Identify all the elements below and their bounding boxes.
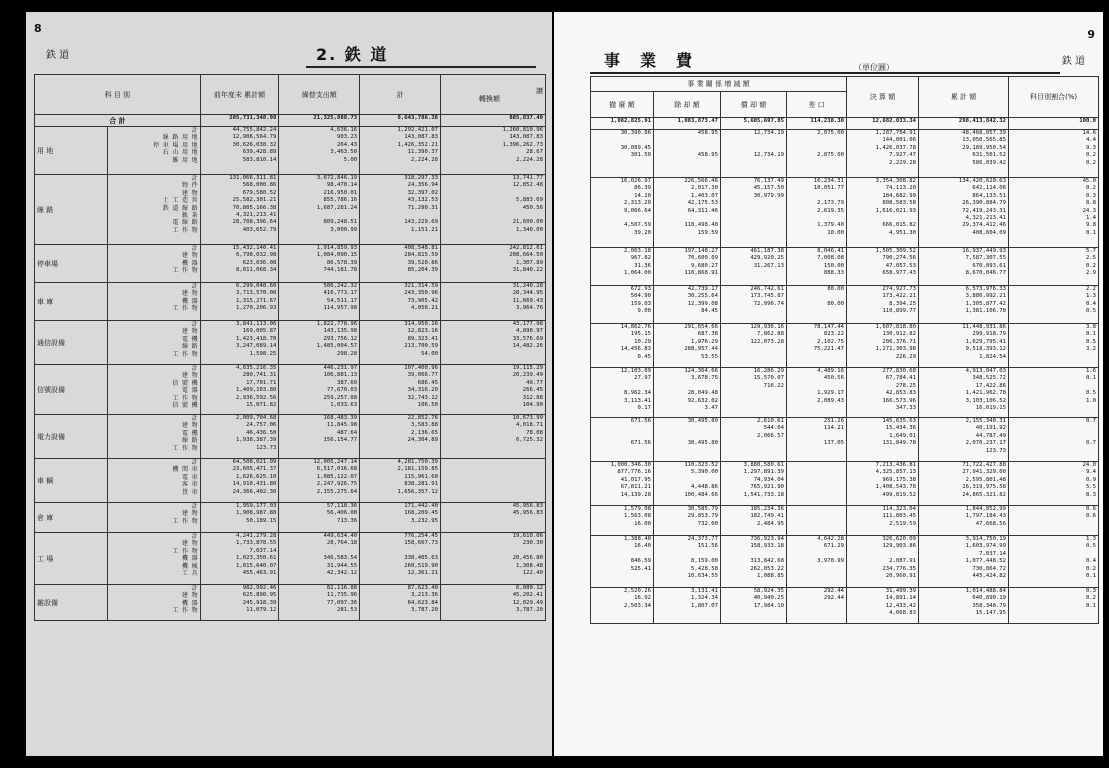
rtotal-removed: 1,083,873.47 bbox=[654, 118, 721, 130]
right-section-col-6: 3,914,750.19 1,603,974.99 7,037.14 1,077,448.52 730,864.72 445,424.82 bbox=[919, 536, 1009, 588]
left-section-row bbox=[35, 365, 546, 415]
right-section-row bbox=[591, 536, 1099, 588]
left-section-row bbox=[35, 321, 546, 365]
section-prev-total: 1,959,177.03 1,908,987.88 50,189.15 bbox=[200, 503, 279, 533]
section-name: 雑設備 bbox=[35, 585, 108, 621]
section-sum: 107,400.96 39,066.77 686.45 34,316.20 32,743.12 106.50 bbox=[360, 365, 441, 415]
right-section-col-4: 251.26 114.21 137.05 bbox=[787, 418, 847, 462]
section-prev-total: 982,992.46 625,890.95 245,918.39 11,079.12 bbox=[200, 585, 279, 621]
right-section-col-5: 274,927.73 173,422.21 8,394.25 110,899.77 bbox=[847, 286, 919, 324]
right-section-col-3: 16,286.29 15,570.07 716.22 bbox=[721, 368, 787, 418]
conversion-label: 轉換額 bbox=[478, 94, 500, 103]
right-section-col-6: 2,155,340.31 40,191.92 44,787.49 2,070,237.17 123.73 bbox=[919, 418, 1009, 462]
right-section-col-5: 3,354,308.82 74,113.20 184,682.99 808,583.58 1,616,021.93 666,015.82 4,951.30 bbox=[847, 178, 919, 248]
col-header-cumulative: 累 計 額 bbox=[919, 77, 1009, 118]
partial-header-char: 譲 bbox=[536, 86, 543, 95]
section-transfer: 82,116.88 11,735.96 77,097.36 281.53 bbox=[279, 585, 360, 621]
right-section-col-4: 8,046.41 7,008.08 150.00 888.33 bbox=[787, 248, 847, 286]
right-section-col-4 bbox=[787, 462, 847, 506]
total-sum: 8,643,786.38 bbox=[360, 115, 441, 127]
rtotal-cumulative: 298,413,842.32 bbox=[919, 118, 1009, 130]
section-transfer: 1,914,859.93 1,084,090.15 86,578.39 744,181.78 bbox=[279, 245, 360, 283]
right-section-col-7: 5.7 2.5 0.2 2.9 bbox=[1009, 248, 1099, 286]
right-section-col-2: 124,364.66 3,678.75 28,049.48 92,632.02 3.47 bbox=[654, 368, 721, 418]
right-section-col-6: 71,722,427.88 27,941,329.00 2,595,801.48 16,319,975.58 24,865,321.82 bbox=[919, 462, 1009, 506]
right-section-col-4: 80.00 80.00 bbox=[787, 286, 847, 324]
right-section-col-2: 3,131.41 1,324.34 1,807.07 bbox=[654, 588, 721, 624]
right-section-col-4 bbox=[787, 506, 847, 536]
left-running-header: 鉄 道 bbox=[46, 50, 70, 61]
section-items: 計 物 件 建 物 土 工 造 営 鉄 道 線 路 軌 条 電 線 路 工 作 物 bbox=[107, 175, 200, 245]
section-name: 信號設備 bbox=[35, 365, 108, 415]
rtotal-settlement: 12,682,033.34 bbox=[847, 118, 919, 130]
right-section-row bbox=[591, 178, 1099, 248]
section-sum: 314,950.16 12,823.16 89,323.41 213,700.59 54.00 bbox=[360, 321, 441, 365]
right-title-rule bbox=[590, 72, 1060, 74]
right-running-header: 鉄 道 bbox=[1061, 56, 1085, 67]
right-ledger-table bbox=[590, 76, 1099, 624]
rtotal-abolished: 1,082,825.91 bbox=[591, 118, 654, 130]
right-section-col-5: 7,213,436.81 4,325,857.13 969,175.38 1,408,543.78 499,819.52 bbox=[847, 462, 919, 506]
section-prev-total: 4,241,279.28 1,733,878.55 7,037.14 1,023,350.61 1,015,640.07 455,463.91 bbox=[200, 533, 279, 585]
right-section-col-6: 1,014,488.84 640,890.19 358,348.79 15,147.95 bbox=[919, 588, 1009, 624]
right-section-col-1: 1,388.40 16.40 846.59 525.41 bbox=[591, 536, 654, 588]
right-section-row bbox=[591, 248, 1099, 286]
right-section-col-4: 2,075.00 2,075.00 bbox=[787, 130, 847, 178]
col-header-removed: 除 却 額 bbox=[654, 92, 721, 118]
section-sum: 22,852.76 3,583.88 2,136.65 24,304.89 bbox=[360, 415, 441, 459]
section-prev-total: 44,755,842.24 12,906,564.79 30,626,038.32 639,428.89 583,810.14 bbox=[200, 127, 279, 175]
right-section-col-3: 185,234.36 182,749.41 2,484.95 bbox=[721, 506, 787, 536]
left-section-row bbox=[35, 283, 546, 321]
section-prev-total: 64,508,021.09 23,605,471.37 1,626,625.10 14,910,431.80 24,366,402.30 bbox=[200, 459, 279, 503]
section-transfer: 446,231.97 106,881.13 387.60 77,670.03 259,257.08 1,033.63 bbox=[279, 365, 360, 415]
col-header-depreciation: 償 却 額 bbox=[721, 92, 787, 118]
section-conversion: 242,812.61 208,664.50 1,307.89 31,840.22 bbox=[440, 245, 545, 283]
right-section-row bbox=[591, 418, 1099, 462]
rtotal-ratio: 100.0 bbox=[1009, 118, 1099, 130]
left-section-row bbox=[35, 175, 546, 245]
right-section-col-3: 12,734.19 12,734.19 bbox=[721, 130, 787, 178]
right-section-col-2: 30,585.79 29,853.79 732.00 bbox=[654, 506, 721, 536]
right-section-row bbox=[591, 286, 1099, 324]
rtotal-difference: 114,238.30 bbox=[787, 118, 847, 130]
section-prev-total: 15,432,140.41 6,798,032.98 623,036.08 8,011,068.34 bbox=[200, 245, 279, 283]
left-section-row bbox=[35, 245, 546, 283]
unit-label: （単位圓） bbox=[854, 63, 894, 72]
right-section-col-3: 246,742.61 173,745.87 72,996.74 bbox=[721, 286, 787, 324]
right-section-row bbox=[591, 588, 1099, 624]
right-section-col-6: 16,937,449.93 7,587,307.55 670,093.61 8,670,046.77 bbox=[919, 248, 1009, 286]
total-conversion: 885,837.40 bbox=[440, 115, 545, 127]
section-items: 計 建 物 工 作 物 bbox=[107, 503, 200, 533]
right-section-col-3: 129,936.16 7,862.88 122,073.28 bbox=[721, 324, 787, 368]
section-items: 計 建 物 機 器 工 作 物 bbox=[107, 585, 200, 621]
col-header-ratio: 科目別割合(%) bbox=[1009, 77, 1099, 118]
col-header-sum: 計 bbox=[360, 75, 441, 115]
section-prev-total: 131,066,311.81 568,000.86 679,580.52 25,582,301.21 70,805,166.38 4,321,213.41 28,708,396.64 403,652.79 bbox=[200, 175, 279, 245]
section-name: 通信設備 bbox=[35, 321, 108, 365]
title-rule bbox=[306, 66, 536, 68]
right-section-col-7: 45.0 0.2 0.3 8.8 24.3 1.4 9.8 0.1 bbox=[1009, 178, 1099, 248]
section-prev-total: 3,841,113.06 169,005.87 1,423,418.70 3,247,089.14 1,598.25 bbox=[200, 321, 279, 365]
right-page-number: 9 bbox=[1087, 28, 1095, 41]
right-section-col-1: 671.56 671.56 bbox=[591, 418, 654, 462]
col-header-item: 科 目 別 bbox=[35, 75, 201, 115]
right-section-col-3: 58,924.35 40,940.25 17,984.10 bbox=[721, 588, 787, 624]
right-section-col-3: 2,610.61 544.04 2,066.57 bbox=[721, 418, 787, 462]
section-conversion: 45,956.83 45,956.83 bbox=[440, 503, 545, 533]
right-section-col-2: 291,654.66 687.38 1,976.29 288,957.44 53.55 bbox=[654, 324, 721, 368]
right-section-col-1: 30,390.86 30,089.45 301.50 bbox=[591, 130, 654, 178]
section-sum: 171,442.40 168,209.45 3,232.95 bbox=[360, 503, 441, 533]
section-sum: 1,292,421.07 143,087.83 1,426,352.21 11,390.37 2,224.28 bbox=[360, 127, 441, 175]
section-name: 車 庫 bbox=[35, 283, 108, 321]
right-section-col-1: 16,026.97 86.39 14.20 2,313.20 9,066.64 4,507.59 39.20 bbox=[591, 178, 654, 248]
section-items: 計 建 物 電 機 線 路 工 作 物 bbox=[107, 321, 200, 365]
left-section-row bbox=[35, 585, 546, 621]
section-items: 計 建 物 工 作 物 機 器 機 械 工 具 bbox=[107, 533, 200, 585]
right-section-col-7: 0.7 0.7 bbox=[1009, 418, 1099, 462]
right-section-col-6: 1,844,852.99 1,797,184.43 47,668.56 bbox=[919, 506, 1009, 536]
rtotal-depreciation: 5,605,697.85 bbox=[721, 118, 787, 130]
right-section-col-5: 31,499.39 14,891.14 12,433.42 4,068.83 bbox=[847, 588, 919, 624]
section-name: 停車場 bbox=[35, 245, 108, 283]
section-prev-total: 4,635,216.35 280,741.31 17,701.71 1,409,103.80 2,936,592.56 15,071.82 bbox=[200, 365, 279, 415]
right-section-col-2: 42,739.17 30,255.64 12,399.08 84.45 bbox=[654, 286, 721, 324]
section-name: 工 場 bbox=[35, 533, 108, 585]
section-sum: 408,548.81 284,815.59 39,520.86 85,204.39 bbox=[360, 245, 441, 283]
group-header: 事 業 關 係 増 減 額 bbox=[591, 77, 847, 92]
right-section-row bbox=[591, 368, 1099, 418]
right-section-col-4: 16,234.31 10,051.77 2,173.79 2,619.35 1,379.40 10.00 bbox=[787, 178, 847, 248]
section-sum: 4,281,750.39 2,181,159.85 115,961.60 838,281.91 1,656,357.12 bbox=[360, 459, 441, 503]
right-section-col-5: 145,635.63 15,434.36 1,649.01 131,849.78 bbox=[847, 418, 919, 462]
col-header-difference: 差 口 bbox=[787, 92, 847, 118]
right-section-col-3: 76,137.49 45,157.50 30,979.99 bbox=[721, 178, 787, 248]
section-name: 車 輌 bbox=[35, 459, 108, 503]
right-section-col-5: 326,620.09 129,903.86 2,087.91 234,776.35 20,960.91 bbox=[847, 536, 919, 588]
right-section-col-2: 110,323.52 5,390.00 4,448.86 100,484.66 bbox=[654, 462, 721, 506]
total-transfer: 21,325,888.73 bbox=[279, 115, 360, 127]
col-header-prev-total: 前年度末 累計額 bbox=[200, 75, 279, 115]
col-header-conversion bbox=[440, 75, 545, 115]
right-title: 事 業 費 bbox=[604, 51, 695, 70]
right-section-col-7: 3.8 0.1 0.5 3.2 bbox=[1009, 324, 1099, 368]
section-transfer: 168,483.39 11,845.98 487.64 156,154.77 bbox=[279, 415, 360, 459]
section-conversion: 6,080.12 45,202.41 12,029.49 3,787.20 bbox=[440, 585, 545, 621]
section-conversion: 19,610.06 230.30 20,456.80 1,308.48 122.40 bbox=[440, 533, 545, 585]
right-section-col-1: 672.93 504.90 159.03 9.00 bbox=[591, 286, 654, 324]
right-page bbox=[554, 12, 1103, 756]
right-section-col-2: 24,373.77 151.56 8,159.00 5,428.58 10,634.55 bbox=[654, 536, 721, 588]
right-section-row bbox=[591, 324, 1099, 368]
right-section-col-1: 2,520.26 16.92 2,503.34 bbox=[591, 588, 654, 624]
right-section-col-1: 1,000,346.30 877,776.16 41,017.95 67,811.21 14,139.28 bbox=[591, 462, 654, 506]
section-name: 線 路 bbox=[35, 175, 108, 245]
right-section-col-6: 134,420,620.63 642,114.06 864,133.51 26,390,884.79 72,419,243.31 4,321,213.41 29,374,412.46 408,604.09 bbox=[919, 178, 1009, 248]
right-section-row bbox=[591, 130, 1099, 178]
total-row-label: 合 計 bbox=[35, 115, 201, 127]
section-sum: 318,297.33 24,356.94 32,397.02 43,132.53 71,290.31 143,229.69 1,151.21 bbox=[360, 175, 441, 245]
right-section-col-4: 292.44 292.44 bbox=[787, 588, 847, 624]
section-transfer: 449,634.40 28,764.18 346,583.54 31,944.55 42,342.12 bbox=[279, 533, 360, 585]
right-section-col-7: 24.0 9.4 0.9 5.5 8.3 bbox=[1009, 462, 1099, 506]
section-sum: 87,623.40 3,213.36 64,623.84 3,787.20 bbox=[360, 585, 441, 621]
right-section-col-6: 4,913,047.03 348,525.72 17,422.86 1,421,962.78 3,103,106.52 16,019.15 bbox=[919, 368, 1009, 418]
right-section-col-5: 1,607,818.80 130,912.82 206,376.71 1,271,303.98 226.29 bbox=[847, 324, 919, 368]
right-section-col-6: 6,573,976.33 3,886,992.21 1,305,877.42 1,381,106.70 bbox=[919, 286, 1009, 324]
right-section-col-4: 78,147.44 823.22 2,102.75 75,221.47 bbox=[787, 324, 847, 368]
right-section-col-2: 30,495.80 30,495.80 bbox=[654, 418, 721, 462]
right-section-col-7: 1.6 0.1 0.5 1.0 bbox=[1009, 368, 1099, 418]
right-section-col-5: 277,830.68 67,784.41 278.25 42,853.83 166,573.96 347.33 bbox=[847, 368, 919, 418]
right-section-col-7: 1.3 0.5 0.4 0.2 0.1 bbox=[1009, 536, 1099, 588]
left-section-row bbox=[35, 503, 546, 533]
right-section-col-7: 0.6 0.6 bbox=[1009, 506, 1099, 536]
left-ledger-table bbox=[34, 74, 546, 621]
section-items: 計 建 物 電 機 線 路 工 作 物 bbox=[107, 415, 200, 459]
left-section-row bbox=[35, 415, 546, 459]
section-transfer: 12,005,247.14 6,517,016.68 1,085,122.07 2,247,926.75 2,155,275.64 bbox=[279, 459, 360, 503]
right-section-col-1: 2,063.18 967.82 31.36 1,064.00 bbox=[591, 248, 654, 286]
section-transfer: 57,118.36 56,406.00 713.36 bbox=[279, 503, 360, 533]
right-section-col-5: 1,505,309.52 790,274.56 47,057.53 658,977.43 bbox=[847, 248, 919, 286]
section-sum: 321,314.59 243,350.96 73,905.42 4,058.21 bbox=[360, 283, 441, 321]
right-section-col-6: 11,448,931.86 299,918.79 1,629,795.41 9,518,393.12 1,824.54 bbox=[919, 324, 1009, 368]
right-section-row bbox=[591, 506, 1099, 536]
section-items: 計 建 物 信 號 機 電 器 工 作 物 信 號 機 bbox=[107, 365, 200, 415]
left-section-row bbox=[35, 459, 546, 503]
col-header-abolished: 撤 廢 額 bbox=[591, 92, 654, 118]
left-page bbox=[26, 12, 552, 756]
right-section-col-2: 197,148.27 70,600.09 9,680.27 116,868.91 bbox=[654, 248, 721, 286]
section-name: 電力設備 bbox=[35, 415, 108, 459]
section-name: 用 地 bbox=[35, 127, 108, 175]
section-prev-total: 6,299,048.60 3,713,570.00 1,315,271.67 1,270,206.93 bbox=[200, 283, 279, 321]
section-transfer: 1,822,778.96 143,135.98 293,756.12 1,485,004.57 298.28 bbox=[279, 321, 360, 365]
section-transfer: 586,242.32 416,773.17 54,511.17 114,957.98 bbox=[279, 283, 360, 321]
right-section-col-1: 1,579.08 1,563.08 16.00 bbox=[591, 506, 654, 536]
section-conversion: 43,177.98 4,890.97 33,576.69 14,482.26 bbox=[440, 321, 545, 365]
right-section-col-1: 12,103.89 27.97 8,962.34 3,113.41 0.17 bbox=[591, 368, 654, 418]
section-conversion: 19,115.29 20,239.49 49.77 266.45 312.88 104.90 bbox=[440, 365, 545, 415]
section-items: 計 建 物 機 器 工 作 物 bbox=[107, 245, 200, 283]
section-name: 倉 庫 bbox=[35, 503, 108, 533]
right-section-col-7: 0.3 0.2 0.1 bbox=[1009, 588, 1099, 624]
left-title: 2. 鉄 道 bbox=[316, 45, 389, 64]
left-section-row bbox=[35, 127, 546, 175]
section-conversion: 31,240.28 28,344.95 11,669.43 3,964.76 bbox=[440, 283, 545, 321]
section-items: 計 線 路 用 地 停 車 場 用 地 石 山 用 地 雑 用 地 bbox=[107, 127, 200, 175]
right-section-col-7: 2.2 1.3 0.4 0.5 bbox=[1009, 286, 1099, 324]
section-prev-total: 2,009,704.68 24,757.06 46,436.50 1,938,387.39 123.73 bbox=[200, 415, 279, 459]
total-prev: 285,731,348.98 bbox=[200, 115, 279, 127]
right-section-col-6: 48,468,057.39 13,050,565.85 29,189,950.54 631,501.52 586,039.42 bbox=[919, 130, 1009, 178]
section-items: 計 機 関 車 電 車 客 車 貨 車 bbox=[107, 459, 200, 503]
right-section-row bbox=[591, 462, 1099, 506]
section-conversion bbox=[440, 459, 545, 503]
right-section-col-5: 1,287,784.91 144,001.06 1,426,037.78 7,927.47 2,229.28 bbox=[847, 130, 919, 178]
left-section-row bbox=[35, 533, 546, 585]
section-transfer: 4,636.16 903.23 264.43 3,463.50 5.00 bbox=[279, 127, 360, 175]
right-section-col-3: 3,880,580.61 1,297,891.39 74,934.04 765,921.90 1,541,733.18 bbox=[721, 462, 787, 506]
right-section-col-2: 458.95 458.95 bbox=[654, 130, 721, 178]
right-section-col-1: 14,862.76 195.15 10.29 14,456.83 0.45 bbox=[591, 324, 654, 368]
col-header-settlement: 決 算 額 bbox=[847, 77, 919, 118]
section-conversion: 13,741.77 12,852.48 5,883.69 450.56 21,600.00 1,340.00 bbox=[440, 175, 545, 245]
section-sum: 776,254.45 158,667.73 338,405.63 260,519.90 12,361.21 bbox=[360, 533, 441, 585]
section-conversion: 1,260,810.96 143,087.83 1,396,262.73 28.67 2,224.28 bbox=[440, 127, 545, 175]
right-section-col-7: 14.6 4.4 9.3 0.2 0.2 bbox=[1009, 130, 1099, 178]
right-section-col-4: 4,489.16 450.56 1,929.17 2,089.43 bbox=[787, 368, 847, 418]
col-header-transfer-expense: 繰替支出額 bbox=[279, 75, 360, 115]
section-conversion: 10,673.99 4,018.71 78.08 6,725.32 bbox=[440, 415, 545, 459]
right-section-col-4: 4,642.28 671.29 3,970.99 bbox=[787, 536, 847, 588]
right-section-col-2: 226,566.46 2,017.30 1,403.07 42,175.53 64,311.46 118,498.40 159.59 bbox=[654, 178, 721, 248]
section-transfer: 3,672,846.19 98,470.14 216,950.01 855,786.16 1,687,281.24 809,248.51 3,000.99 bbox=[279, 175, 360, 245]
right-section-col-3: 461,187.38 429,920.25 31,267.13 bbox=[721, 248, 787, 286]
right-section-col-5: 114,323.04 111,803.45 2,519.59 bbox=[847, 506, 919, 536]
left-page-number: 8 bbox=[34, 22, 42, 35]
section-items: 計 建 物 機 器 工 作 物 bbox=[107, 283, 200, 321]
right-section-col-3: 736,923.94 158,933.18 313,842.68 262,053.22 1,088.85 bbox=[721, 536, 787, 588]
